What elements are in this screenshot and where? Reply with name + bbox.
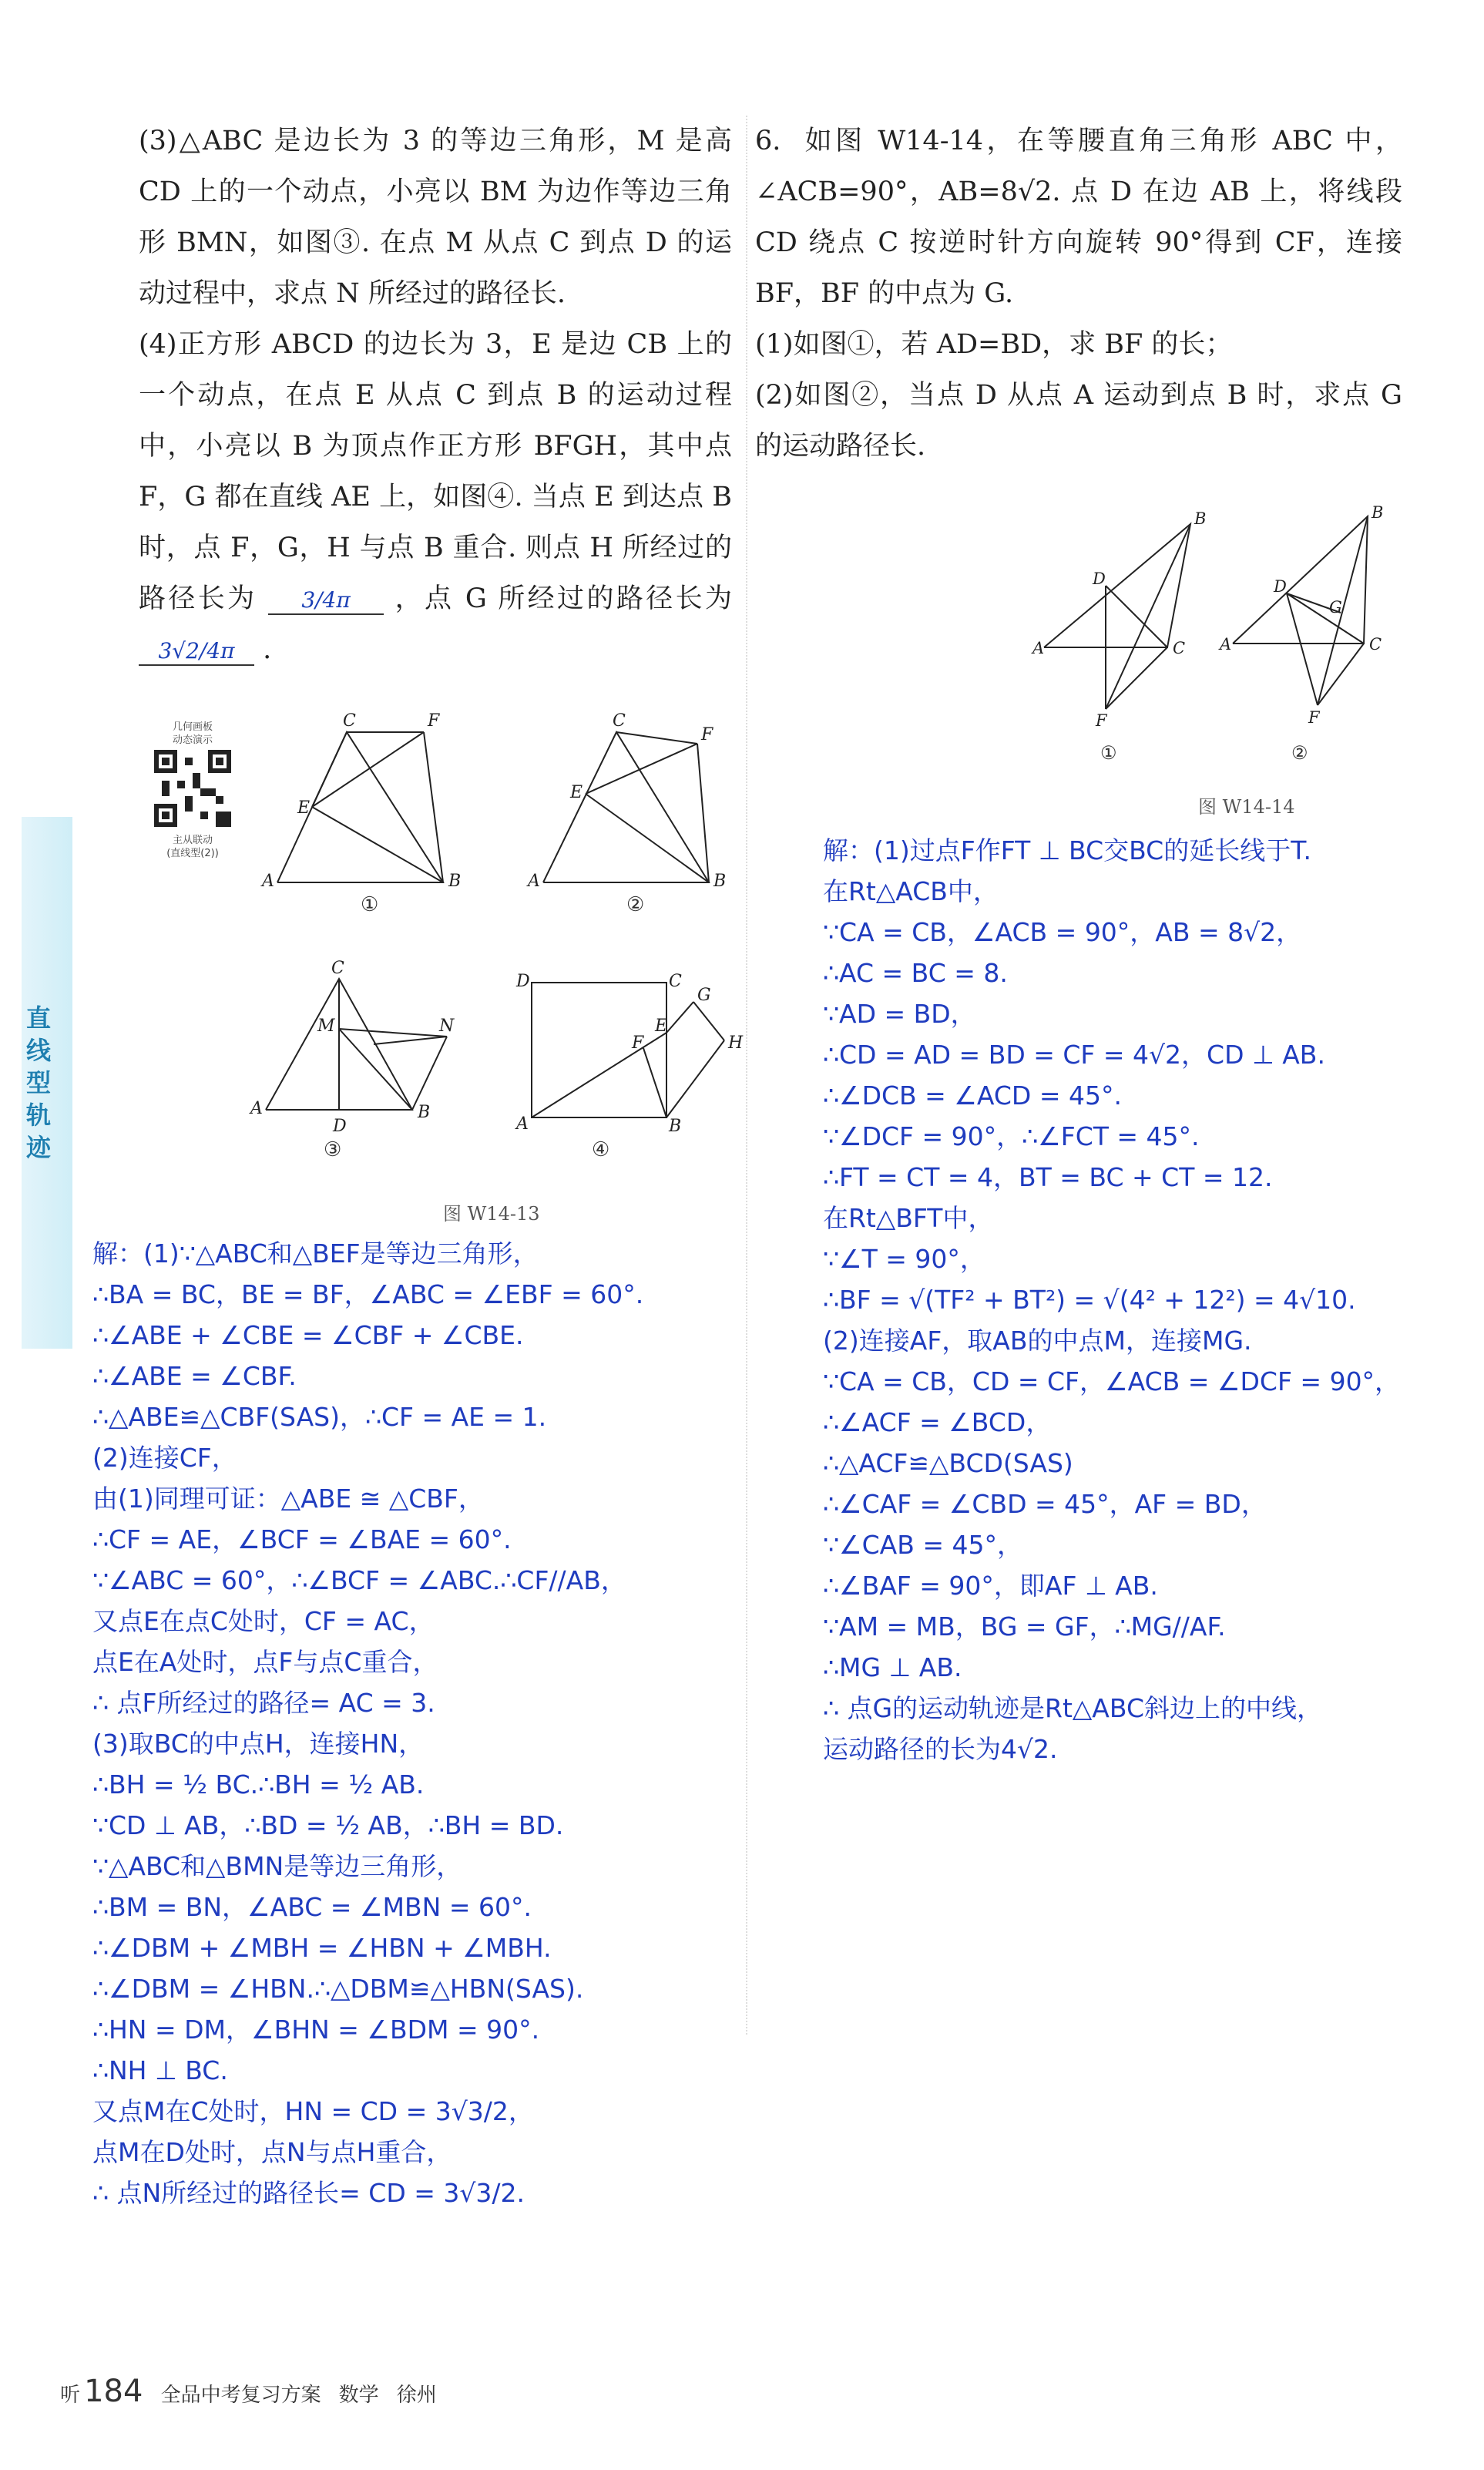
q5-part4-text: (4)正方形 ABCD 的边长为 3，E 是边 CB 上的一个动点，在点 E 从点 C 到点 B 的运动过程中，小亮以 B 为顶点作正方形 BFGH，其中点 F，G 都在直线 AE 上，如图④. 当点 E 到达点 B 时，点 F，G，H 与点 B 重合. 则点 H 所经过的路径长为 <box>139 329 732 614</box>
qr-caption-1: 几何画板 <box>172 721 213 733</box>
sol5-line: ∴HN = DM，∠BHN = ∠BDM = 90°. <box>92 2015 540 2045</box>
f14-label-a-1: A <box>1032 639 1045 657</box>
sol5-line: 又点M在C处时，HN = CD = 3√3/2， <box>92 2096 534 2126</box>
f14-label-g-2: G <box>1329 598 1342 617</box>
sol6-line: 在Rt△ACB中， <box>823 876 999 906</box>
sol5-line: ∴ 点N所经过的路径长= CD = 3√3/2. <box>92 2178 525 2208</box>
sol6-line: ∵CA = CB，∠ACB = 90°，AB = 8√2， <box>823 917 1302 947</box>
q5-part3: (3)△ABC 是边长为 3 的等边三角形，M 是高 CD 上的一个动点，小亮以 BM 为边作等边三角形 BMN，如图③. 在点 M 从点 C 到点 D 的运动过程中，求点 N 所经过的路径长. <box>139 126 732 309</box>
sol6-line: ∵AM = MB，BG = GF，∴MG//AF. <box>823 1611 1226 1642</box>
sol6-line: 运动路径的长为4√2. <box>823 1734 1058 1764</box>
label-g-4: G <box>697 986 711 1005</box>
sol6-line: ∴BF = √(TF² + BT²) = √(4² + 12²) = 4√10. <box>823 1285 1356 1315</box>
sol6-line: ∵∠T = 90°， <box>823 1244 985 1274</box>
q6-stem <box>755 116 1402 319</box>
label-d-4: D <box>516 972 530 991</box>
label-a-1: A <box>262 872 274 891</box>
figure-caption-w14-14: 图 W14-14 <box>1198 796 1295 818</box>
f14-label-c-1: C <box>1173 639 1186 657</box>
q5-part4 <box>139 319 732 675</box>
figure-13-3 <box>266 979 447 1110</box>
footer-prefix: 听 <box>60 2384 81 2407</box>
footer-subject: 数学 <box>338 2384 379 2407</box>
label-f-4: F <box>632 1033 644 1053</box>
page-footer <box>46 2374 437 2409</box>
q5-part4-text-b: ，点 G 所经过的路径长为 <box>395 583 732 614</box>
sol5-line: ∴∠ABE = ∠CBF. <box>92 1361 297 1391</box>
sol5-line: ∵△ABC和△BMN是等边三角形， <box>92 1851 462 1881</box>
label-n-3: N <box>439 1017 455 1036</box>
label-b-1: B <box>448 872 462 891</box>
figure-14-2 <box>1233 516 1368 705</box>
answer-blank-h: 3/4π <box>268 587 384 615</box>
sol6-line: ∴∠DCB = ∠ACD = 45°. <box>823 1080 1122 1111</box>
qr-caption-3: 主从联动 <box>172 835 213 846</box>
sol6-line: 解：(1)过点F作FT ⊥ BC交BC的延长线于T. <box>823 835 1311 865</box>
side-tab-label: 直线型轨迹 <box>25 1003 51 1162</box>
page-number: 184 <box>84 2374 143 2409</box>
question-6-text <box>755 116 1402 472</box>
sol6-line: 在Rt△BFT中， <box>823 1203 994 1233</box>
footer-region: 徐州 <box>396 2384 437 2407</box>
sol5-line: ∴∠DBM = ∠HBN.∴△DBM≌△HBN(SAS). <box>92 1974 584 2004</box>
sol5-line: ∴BM = BN，∠ABC = ∠MBN = 60°. <box>92 1892 532 1922</box>
f14-num-1: ① <box>1100 742 1117 764</box>
f14-num-2: ② <box>1291 742 1308 764</box>
sol5-line: (2)连接CF， <box>92 1443 237 1473</box>
label-c-2: C <box>613 711 626 731</box>
figure-w14-14 <box>1032 501 1418 778</box>
f14-label-f-2: F <box>1308 708 1320 727</box>
sol6-line: ∴CD = AD = BD = CF = 4√2，CD ⊥ AB. <box>823 1040 1325 1070</box>
sol6-line: ∵CA = CB，CD = CF，∠ACB = ∠DCF = 90°， <box>823 1366 1401 1396</box>
sol6-line: ∴ 点G的运动轨迹是Rt△ABC斜边上的中线， <box>823 1693 1322 1723</box>
f14-label-b-2: B <box>1372 503 1384 522</box>
sol5-line: ∴CF = AE，∠BCF = ∠BAE = 60°. <box>92 1524 512 1554</box>
sol5-line: ∵∠ABC = 60°，∴∠BCF = ∠ABC.∴CF//AB， <box>92 1565 626 1595</box>
qr-caption-4: (直线型(2)) <box>166 848 219 859</box>
label-d-3: D <box>333 1117 347 1136</box>
sol5-line: 由(1)同理可证：△ABE ≅ △CBF， <box>92 1484 484 1514</box>
figure-w14-13 <box>247 709 744 1202</box>
sol6-line: (2)连接AF，取AB的中点M，连接MG. <box>823 1326 1252 1356</box>
sol5-line: ∴∠ABE + ∠CBE = ∠CBF + ∠CBE. <box>92 1320 524 1350</box>
label-e-1: E <box>297 798 311 818</box>
fig-num-3: ③ <box>324 1138 342 1161</box>
sol5-line: ∴△ABE≌△CBF(SAS)，∴CF = AE = 1. <box>92 1402 547 1432</box>
q6-stem-text: 如图 W14-14，在等腰直角三角形 ABC 中，∠ACB=90°，AB=8√2. 点 D 在边 AB 上，将线段 CD 绕点 C 按逆时针方向旋转 90°得到 CF，连接 BF，BF 的中点为 G. <box>755 126 1402 309</box>
solution-6 <box>823 830 1470 1769</box>
sol6-line: ∵∠DCF = 90°，∴∠FCT = 45°. <box>823 1121 1200 1151</box>
q6-sub1: (1)如图①，若 AD=BD，求 BF 的长； <box>755 329 1233 360</box>
label-f-2: F <box>701 725 713 744</box>
question-5-text <box>139 116 732 675</box>
label-b-2: B <box>713 872 727 891</box>
label-e-4: E <box>655 1017 668 1036</box>
f14-label-c-2: C <box>1369 635 1382 654</box>
qr-code-icon[interactable] <box>154 750 231 827</box>
sol6-line: ∴∠BAF = 90°，即AF ⊥ AB. <box>823 1571 1158 1601</box>
column-divider <box>746 116 747 2035</box>
sol6-line: ∴AC = BC = 8. <box>823 958 1008 988</box>
fig-num-4: ④ <box>592 1138 610 1161</box>
f14-label-f-1: F <box>1096 711 1107 730</box>
figure-caption-w14-13: 图 W14-13 <box>443 1203 540 1225</box>
f14-label-b-1: B <box>1194 509 1207 528</box>
sol5-line: ∴∠DBM + ∠MBH = ∠HBN + ∠MBH. <box>92 1933 552 1963</box>
right-column <box>755 116 1402 472</box>
sol5-line: ∵CD ⊥ AB，∴BD = ½ AB，∴BH = BD. <box>92 1810 564 1840</box>
label-a-3: A <box>250 1099 263 1118</box>
label-c-3: C <box>331 959 344 978</box>
footer-book-title: 全品中考复习方案 <box>160 2384 321 2407</box>
sol5-line: 又点E在点C处时，CF = AC， <box>92 1606 435 1636</box>
qr-caption-2: 动态演示 <box>172 734 213 746</box>
sol5-line: (3)取BC的中点H，连接HN， <box>92 1729 425 1759</box>
sol5-line: ∴BH = ½ BC.∴BH = ½ AB. <box>92 1769 425 1800</box>
label-b-4: B <box>669 1117 682 1136</box>
sol5-line: ∴BA = BC，BE = BF，∠ABC = ∠EBF = 60°. <box>92 1279 644 1309</box>
label-a-4: A <box>516 1114 529 1134</box>
label-a-2: A <box>528 872 540 891</box>
sol6-line: ∴MG ⊥ AB. <box>823 1652 962 1682</box>
q6-number: 6. <box>755 126 781 156</box>
figure-13-2 <box>543 732 709 882</box>
label-b-3: B <box>418 1103 431 1122</box>
label-e-2: E <box>570 783 583 802</box>
figure-13-4 <box>532 983 724 1117</box>
sol6-line: ∴∠ACF = ∠BCD， <box>823 1407 1052 1437</box>
sol5-line: ∴ 点F所经过的路径= AC = 3. <box>92 1688 435 1718</box>
sol5-line: 点M在D处时，点N与点H重合， <box>92 2137 452 2167</box>
label-f-1: F <box>428 711 440 731</box>
figure-14-1 <box>1044 524 1190 709</box>
q6-sub2: (2)如图②，当点 D 从点 A 运动到点 B 时，求点 G 的运动路径长. <box>755 380 1402 462</box>
label-m-3: M <box>317 1017 335 1036</box>
f14-label-d-1: D <box>1093 570 1106 588</box>
qr-code-block <box>143 721 243 860</box>
sol6-line: ∴∠CAF = ∠CBD = 45°，AF = BD， <box>823 1489 1267 1519</box>
sol5-line: 解：(1)∵△ABC和△BEF是等边三角形， <box>92 1238 539 1269</box>
label-c-1: C <box>343 711 356 731</box>
sol6-line: ∴△ACF≌△BCD(SAS) <box>823 1448 1073 1478</box>
sol5-line: 点E在A处时，点F与点C重合， <box>92 1647 438 1677</box>
f14-label-a-2: A <box>1220 635 1232 654</box>
fig-num-1: ① <box>361 893 379 916</box>
sol6-line: ∵∠CAB = 45°， <box>823 1530 1022 1560</box>
sol6-line: ∵AD = BD， <box>823 999 976 1029</box>
label-h-4: H <box>728 1033 744 1053</box>
q5-part4-end: . <box>263 634 272 665</box>
left-column <box>139 116 732 675</box>
sol5-line: ∴NH ⊥ BC. <box>92 2055 228 2085</box>
answer-blank-g: 3√2/4π <box>139 638 254 666</box>
f14-label-d-2: D <box>1274 577 1287 596</box>
solution-5 <box>92 1233 740 2213</box>
fig-num-2: ② <box>626 893 645 916</box>
sol6-line: ∴FT = CT = 4，BT = BC + CT = 12. <box>823 1162 1273 1192</box>
label-c-4: C <box>669 972 682 991</box>
